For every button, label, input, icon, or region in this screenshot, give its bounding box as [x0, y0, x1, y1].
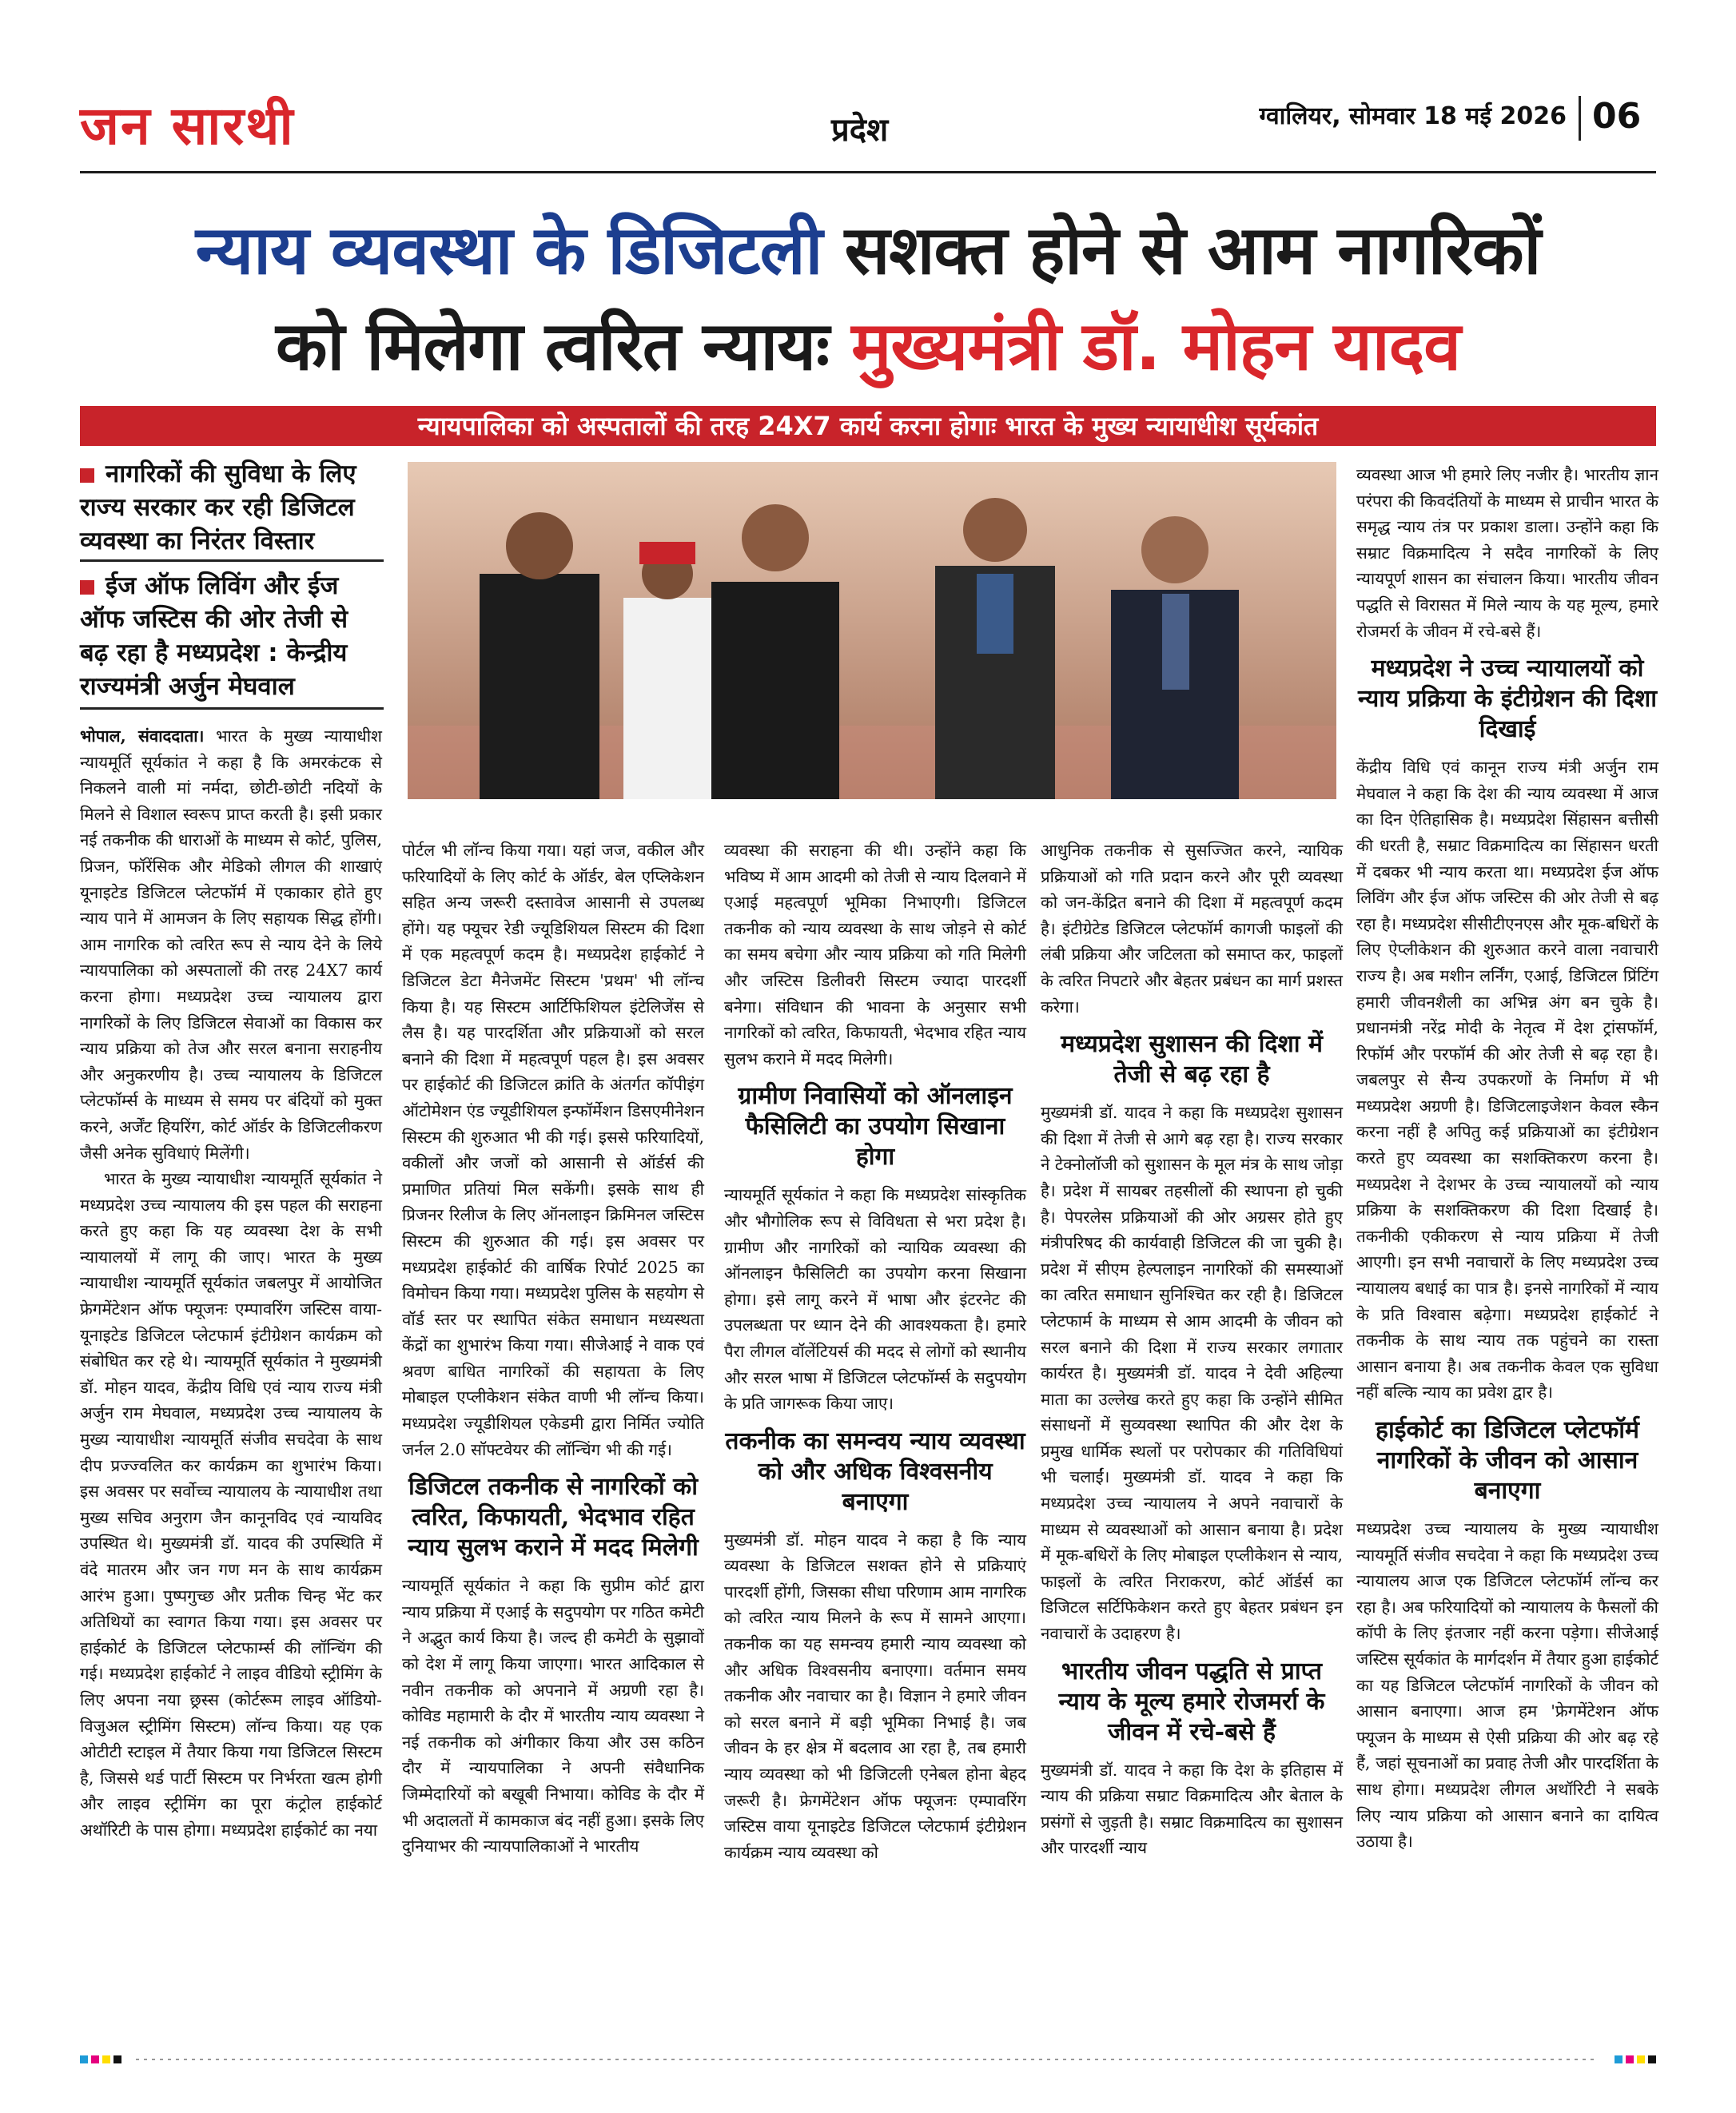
event-photo-illustration [408, 462, 1336, 799]
bullet-text: ईज ऑफ लिविंग और ईज ऑफ जस्टिस की ओर तेजी से बढ़ रहा है मध्यप्रदेश : केन्द्रीय राज्यमंत्री अर्जुन मेघवाल [80, 571, 348, 701]
subheading: मध्यप्रदेश सुशासन की दिशा में तेजी से बढ़ रहा है [1061, 1030, 1323, 1089]
article-paragraph: मुख्यमंत्री डॉ. यादव ने कहा कि देश के इतिहास में न्याय की प्रक्रिया सम्राट विक्रमादित्य और बेताल के प्रसंगों से जुड़ती है। सम्राट विक्रमादित्य का सुशासन और पारदर्शी न्याय [1041, 1760, 1343, 1858]
masthead-rule [80, 171, 1656, 173]
headline-line-2 [80, 302, 1656, 390]
article-paragraph: पोर्टल भी लॉन्च किया गया। यहां जज, वकील और फरियादियों के लिए कोर्ट के ऑर्डर, बेल एप्लिकेशन सहित अन्य जरूरी दस्तावेज आसानी से उपलब्ध होंगे। यह फ्यूचर रेडी ज्यूडिशियल सिस्टम की दिशा में एक महत्वपूर्ण कदम है। मध्यप्रदेश हाईकोर्ट ने डिजिटल डेटा मैनेजमेंट सिस्टम 'प्रथम' भी लॉन्च किया है। यह सिस्टम आर्टिफिशियल इंटेलिजेंस से लैस है। यह पारदर्शिता और प्रक्रियाओं को सरल बनाने की दिशा में महत्वपूर्ण पहल है। इस अवसर पर हाईकोर्ट की डिजिटल क्रांति के अंतर्गत कॉपीइंग ऑटोमेशन एंड ज्यूडीशियल इन्फॉर्मेशन डिसएमीनेशन सिस्टम की शुरुआत भी की गई। इससे फरियादियों, वकीलों और जजों को आसानी से ऑर्डर्स की प्रमाणित प्रतियां मिल सकेंगी। इसके साथ ही प्रिजनर रिलीज के लिए ऑनलाइन क्रिमिनल जस्टिस सिस्टम की शुरुआत की गई। इस अवसर पर मध्यप्रदेश हाईकोर्ट की वार्षिक रिपोर्ट 2025 का विमोचन किया गया। मध्यप्रदेश पुलिस के सहयोग से वॉर्ड स्तर पर स्थापित संकेत समाधान मध्यस्थता केंद्रों का शुभारंभ किया गया। सीजेआई ने वाक एवं श्रवण बाधित नागरिकों की सहायता के लिए मोबाइल एप्लीकेशन संकेत वाणी भी लॉन्च किया। मध्यप्रदेश ज्यूडीशियल एकेडमी द्वारा निर्मित ज्योति जर्नल 2.0 सॉफ्टवेयर की लॉन्चिंग भी की गई। [402, 841, 704, 1459]
section-label: प्रदेश [831, 112, 889, 149]
article-column-2 [402, 838, 704, 2042]
byline: भोपाल, संवाददाता। [80, 726, 205, 746]
article-column-5 [1356, 462, 1658, 2042]
bullet-divider [80, 559, 384, 562]
article-paragraph: व्यवस्था आज भी हमारे लिए नजीर है। भारतीय ज्ञान परंपरा की किवदंतियों के माध्यम से प्राचीन भारत के समृद्ध न्याय तंत्र पर प्रकाश डाला। उन्होंने कहा कि सम्राट विक्रमादित्य ने सदैव नागरिकों के लिए न्यायपूर्ण शासन का संचालन किया। भारतीय जीवन पद्धति से विरासत में मिले न्याय के यह मूल्य, हमारे रोजमर्रा के जीवन में रचे-बसे हैं। [1356, 465, 1658, 641]
bullet-divider [80, 707, 384, 710]
subheading: मध्यप्रदेश ने उच्च न्यायालयों को न्याय प्रक्रिया के इंटीग्रेशन की दिशा दिखाई [1357, 655, 1657, 744]
article-paragraph: न्यायमूर्ति सूर्यकांत ने कहा कि सुप्रीम कोर्ट द्वारा न्याय प्रक्रिया में एआई के सदुपयोग पर गठित कमेटी ने अद्भुत कार्य किया है। जल्द ही कमेटी के सुझावों को देश में लागू किया जाएगा। भारत आदिकाल से नवीन तकनीक को अपनाने में अग्रणी रहा है। कोविड महामारी के दौर में भारतीय न्याय व्यवस्था ने नई तकनीक को अंगीकार किया और उस कठिन दौर में न्यायपालिका ने अपनी संवैधानिक जिम्मेदारियों को बखूबी निभाया। कोविड के दौर में भी अदालतों में कामकाज बंद नहीं हुआ। इसके लिए दुनियाभर की न्यायपालिकाओं ने भारतीय [402, 1576, 704, 1856]
subheading: भारतीय जीवन पद्धति से प्राप्त न्याय के मूल्य हमारे रोजमर्रा के जीवन में रचे-बसे हैं [1058, 1657, 1325, 1746]
subheading: ग्रामीण निवासियों को ऑनलाइन फैसिलिटी का उपयोग सिखाना होगा [738, 1082, 1013, 1172]
dateline: ग्वालियर, सोमवार 18 मई 2026 [1259, 102, 1567, 130]
paragraph-text: भारत के मुख्य न्यायाधीश न्यायमूर्ति सूर्यकांत ने कहा है कि अमरकंटक से निकलने वाली मां नर्मदा, छोटी-छोटी नदियों के मिलने से विशाल स्वरूप प्राप्त करती है। इसी प्रकार नई तकनीक की धाराओं के माध्यम से कोर्ट, पुलिस, प्रिजन, फॉरेंसिक और मेडिको लीगल की शाखाएं यूनाइटेड डिजिटल प्लेटफॉर्म में एकाकार होते हुए न्याय पाने में आमजन के लिए सहायक सिद्ध होंगी। आम नागरिक को त्वरित रूप से न्याय देने के लिये न्यायपालिका को अस्पतालों की तरह 24X7 कार्य करना होगा। मध्यप्रदेश उच्च न्यायालय द्वारा नागरिकों के लिए डिजिटल सेवाओं का विकास कर न्याय प्रक्रिया को तेज और सरल बनाना सराहनीय और अनुकरणीय है। उच्च न्यायालय के डिजिटल प्लेटफॉर्म्स के माध्यम से समय पर बंदियों को मुक्त करने, अर्जेंट हियरिंग, कोर्ट ऑर्डर के डिजिटलीकरण जैसी अनेक सुविधाएं मिलेंगी। [80, 726, 382, 1163]
article-paragraph: न्यायमूर्ति सूर्यकांत ने कहा कि मध्यप्रदेश सांस्कृतिक और भौगोलिक रूप से विविधता से भरा प्रदेश है। ग्रामीण और नागरिकों को न्यायिक व्यवस्था की ऑनलाइन फैसिलिटी का उपयोग करना सिखाना होगा। इसे लागू करने में भाषा और इंटरनेट की उपलब्धता पर ध्यान देने की आवश्यकता है। हमारे पैरा लीगल वॉलेंटियर्स की मदद से लोगों को स्थानीय और सरल भाषा में डिजिटल प्लेटफॉर्म्स के सदुपयोग के प्रति जागरूक किया जाए। [724, 1185, 1026, 1414]
article-paragraph: आधुनिक तकनीक से सुसज्जित करने, न्यायिक प्रक्रियाओं को गति प्रदान करने और पूरी व्यवस्था को जन-केंद्रित बनाने की दिशा में महत्वपूर्ण कदम है। इंटीग्रेटेड डिजिटल प्लेटफॉर्म कागजी फाइलों की लंबी प्रक्रिया और जटिलता को समाप्त कर, फाइलों के त्वरित निपटारे और बेहतर प्रबंधन का मार्ग प्रशस्त करेगा। [1041, 841, 1343, 1017]
article-paragraph: व्यवस्था की सराहना की थी। उन्होंने कहा कि भविष्य में आम आदमी को तेजी से न्याय दिलवाने में एआई महत्वपूर्ण भूमिका निभाएगी। डिजिटल तकनीक को न्याय व्यवस्था के साथ जोड़ने से कोर्ट का समय बचेगा और न्याय प्रक्रिया को गति मिलेगी और जस्टिस डिलीवरी सिस्टम ज्यादा पारदर्शी बनेगा। संविधान की भावना के अनुसार सभी नागरिकों को त्वरित, किफायती, भेदभाव रहित न्याय सुलभ कराने में मदद मिलेगी। [724, 841, 1026, 1068]
headline-black-text: सशक्त होने से आम नागरिकों [844, 211, 1541, 289]
masthead-divider [1579, 96, 1581, 141]
newspaper-logo: जन सारथी [80, 94, 295, 157]
footer-color-marks [80, 2052, 1656, 2065]
page-number: 06 [1592, 96, 1642, 137]
article-paragraph: भारत के मुख्य न्यायाधीश न्यायमूर्ति सूर्यकांत ने मध्यप्रदेश उच्च न्यायालय की इस पहल की सराहना करते हुए कहा कि यह व्यवस्था देश के सभी न्यायालयों में लागू की जाए। भारत के मुख्य न्यायाधीश न्यायमूर्ति सूर्यकांत जबलपुर में आयोजित फ्रेगमेंटेशन ऑफ फ्यूजनः एम्पावरिंग जस्टिस वाया-यूनाइटेड डिजिटल प्लेटफार्म इंटीग्रेशन कार्यक्रम को संबोधित कर रहे थे। न्यायमूर्ति सूर्यकांत ने मुख्यमंत्री डॉ. मोहन यादव, केंद्रीय विधि एवं न्याय राज्य मंत्री अर्जुन राम मेघवाल, मध्यप्रदेश उच्च न्यायालय के मुख्य न्यायाधीश न्यायमूर्ति संजीव सचदेवा के साथ दीप प्रज्ज्वलित कर कार्यक्रम का शुभारंभ किया। इस अवसर पर सर्वोच्च न्यायालय के न्यायाधीश तथा मुख्य सचिव अनुराग जैन कानूनविद एवं न्यायविद उपस्थित थे। मुख्यमंत्री डॉ. यादव की उपस्थिति में वंदे मातरम और जन गण मन के साथ कार्यक्रम आरंभ हुआ। पुष्पगुच्छ और प्रतीक चिन्ह भेंट कर अतिथियों का स्वागत किया गया। इस अवसर पर हाईकोर्ट के डिजिटल प्लेटफार्म्स की लॉन्चिंग की गई। मध्यप्रदेश हाईकोर्ट ने लाइव वीडियो स्ट्रीमिंग के लिए अपना नया छ्रस्स (कोर्टरूम लाइव ऑडियो-विजुअल स्ट्रीमिंग सिस्टम) लॉन्च किया। यह एक ओटीटी स्टाइल में तैयार किया गया डिजिटल सिस्टम है, जिससे थर्ड पार्टी सिस्टम पर निर्भरता खत्म होगी और लाइव स्ट्रीमिंग का पूरा कंट्रोल हाईकोर्ट अथॉरिटी के पास होगा। मध्यप्रदेश हाईकोर्ट का नया [80, 1169, 382, 1840]
bullet-square-icon [80, 468, 94, 483]
article-column-4 [1041, 838, 1343, 2042]
article-paragraph [80, 723, 382, 1166]
headline-blue-text: न्याय व्यवस्था के डिजिटली [195, 211, 822, 289]
headline-black-text: को मिलेगा त्वरित न्यायः [276, 307, 829, 385]
article-paragraph: केंद्रीय विधि एवं कानून राज्य मंत्री अर्जुन राम मेघवाल ने कहा कि देश की न्याय व्यवस्था में आज का दिन ऐतिहासिक है। मध्यप्रदेश सिंहासन बत्तीसी की धरती है, सम्राट विक्रमादित्य का सिंहासन धरती में दबकर भी न्याय करता था। मध्यप्रदेश ईज ऑफ लिविंग और ईज ऑफ जस्टिस की ओर तेजी से बढ़ रहा है। मध्यप्रदेश सीसीटीएनएस और मूक-बधिरों के लिए ऐप्लीकेशन की शुरुआत करने वाला नवाचारी राज्य है। अब मशीन लर्निंग, एआई, डिजिटल प्रिंटिंग हमारी जीवनशैली का अभिन्न अंग बन चुके है। प्रधानमंत्री नरेंद्र मोदी के नेतृत्व में देश ट्रांसफॉर्म, रिफॉर्म और परफॉर्म की ओर तेजी से बढ़ रहा है। जबलपुर से सैन्य उपकरणों के निर्माण में भी मध्यप्रदेश अग्रणी है। डिजिटलाइजेशन केवल स्कैन करना नहीं है अपितु कई प्रक्रियाओं का इंटीग्रेशन करते हुए व्यवस्था का सशक्तिकरण करना है। मध्यप्रदेश ने देशभर के उच्च न्यायालयों को न्याय प्रक्रिया के सशक्तिकरण की दिशा दिखाई है। तकनीकी एकीकरण से न्याय प्रक्रिया में तेजी आएगी। इन सभी नवाचारों के लिए मध्यप्रदेश उच्च न्यायालय बधाई का पात्र है। इनसे नागरिकों में न्याय के प्रति विश्वास बढ़ेगा। मध्यप्रदेश हाईकोर्ट ने तकनीक के साथ न्याय तक पहुंचने का रास्ता आसान बनाया है। अब तकनीक केवल एक सुविधा नहीं बल्कि न्याय का प्रवेश द्वार है। [1356, 758, 1658, 1403]
article-column-3 [724, 838, 1026, 2042]
article-paragraph: मुख्यमंत्री डॉ. यादव ने कहा कि मध्यप्रदेश सुशासन की दिशा में तेजी से आगे बढ़ रहा है। राज्य सरकार ने टेक्नोलॉजी को सुशासन के मूल मंत्र के साथ जोड़ा है। प्रदेश में सायबर तहसीलों की स्थापना हो चुकी है। पेपरलेस प्रक्रियाओं की ओर अग्रसर होते हुए मंत्रीपरिषद की कार्यवाही डिजिटल की जा चुकी है। प्रदेश में सीएम हेल्पलाइन नागरिकों की समस्याओं का त्वरित समाधान सुनिश्चित कर रही है। डिजिटल प्लेटफार्म के माध्यम से आम आदमी के जीवन को सरल बनाने की दिशा में राज्य सरकार लगातार कार्यरत है। मुख्यमंत्री डॉ. यादव ने देवी अहिल्या माता का उल्लेख करते हुए कहा कि उन्होंने सीमित संसाधनों में सुव्यवस्था स्थापित की और देश के प्रमुख धार्मिक स्थलों पर परोपकार की गतिविधियां भी चलाईं। मुख्यमंत्री डॉ. यादव ने कहा कि मध्यप्रदेश उच्च न्यायालय ने अपने नवाचारों के माध्यम से व्यवस्थाओं को आसान बनाया है। प्रदेश में मूक-बधिरों के लिए मोबाइल एप्लीकेशन से न्याय, फाइलों के त्वरित निराकरण, कोर्ट ऑर्डर्स का डिजिटल सर्टिफिकेशन करते हुए बेहतर प्रबंधन इन नवाचारों के उदाहरण है। [1041, 1103, 1343, 1644]
article-column-1 [80, 723, 382, 2042]
subheading: डिजिटल तकनीक से नागरिकों को त्वरित, किफायती, भेदभाव रहित न्याय सुलभ कराने में मदद मिलेगी [408, 1473, 699, 1562]
bullet-text: नागरिकों की सुविधा के लिए राज्य सरकार कर रही डिजिटल व्यवस्था का निरंतर विस्तार [80, 460, 356, 555]
bullet-point [80, 457, 384, 558]
article-paragraph: मध्यप्रदेश उच्च न्यायालय के मुख्य न्यायाधीश न्यायमूर्ति संजीव सचदेवा ने कहा कि मध्यप्रदेश उच्च न्यायालय आज एक डिजिटल प्लेटफॉर्म लॉन्च कर रहा है। अब फरियादियों को न्यायालय के फैसलों की कॉपी के लिए इंतजार नहीं करना पड़ेगा। सीजेआई जस्टिस सूर्यकांत के मार्गदर्शन में तैयार हुआ हाईकोर्ट का यह डिजिटल प्लेटफॉर्म नागरिकों के जीवन को आसान बनाएगा। आज हम 'फ्रेगमेंटेशन ऑफ फ्यूजन के माध्यम से ऐसी प्रक्रिया की ओर बढ़ रहे हैं, जहां सूचनाओं का प्रवाह तेजी और पारदर्शिता के साथ होगा। मध्यप्रदेश लीगल अथॉरिटी ने सबके लिए न्याय प्रक्रिया को आसान बनाने का दायित्व उठाया है। [1356, 1519, 1658, 1852]
registration-marks [80, 2052, 1656, 2065]
headline-red-text: मुख्यमंत्री डॉ. मोहन यादव [851, 307, 1460, 385]
bullet-square-icon [80, 580, 94, 595]
headline-line-1 [80, 206, 1656, 294]
bullet-point [80, 569, 384, 703]
event-photo [408, 462, 1336, 799]
subheading: तकनीक का समन्वय न्याय व्यवस्था को और अधिक विश्वसनीय बनाएगा [725, 1427, 1025, 1516]
article-paragraph: मुख्यमंत्री डॉ. मोहन यादव ने कहा है कि न्याय व्यवस्था के डिजिटल सशक्त होने से प्रक्रियाएं पारदर्शी होंगी, जिसका सीधा परिणाम आम नागरिक को त्वरित न्याय मिलने के रूप में सामने आएगा। तकनीक का यह समन्वय हमारी न्याय व्यवस्था को और अधिक विश्वसनीय बनाएगा। वर्तमान समय तकनीक और नवाचार का है। विज्ञान ने हमारे जीवन को सरल बनाने में बड़ी भूमिका निभाई है। जब जीवन के हर क्षेत्र में बदलाव आ रहा है, तब हमारी न्याय व्यवस्था को भी डिजिटली एनेबल होना बेहद जरूरी है। फ्रेगमेंटेशन ऑफ फ्यूजनः एम्पावरिंग जस्टिस वाया यूनाइटेड डिजिटल प्लेटफार्म इंटीग्रेशन कार्यक्रम न्याय व्यवस्था को [724, 1530, 1026, 1862]
subheading: हाईकोर्ट का डिजिटल प्लेटफॉर्म नागरिकों के जीवन को आसान बनाएगा [1376, 1416, 1639, 1505]
strap-banner: न्यायपालिका को अस्पतालों की तरह 24X7 कार्य करना होगाः भारत के मुख्य न्यायाधीश सूर्यकांत [80, 406, 1656, 446]
